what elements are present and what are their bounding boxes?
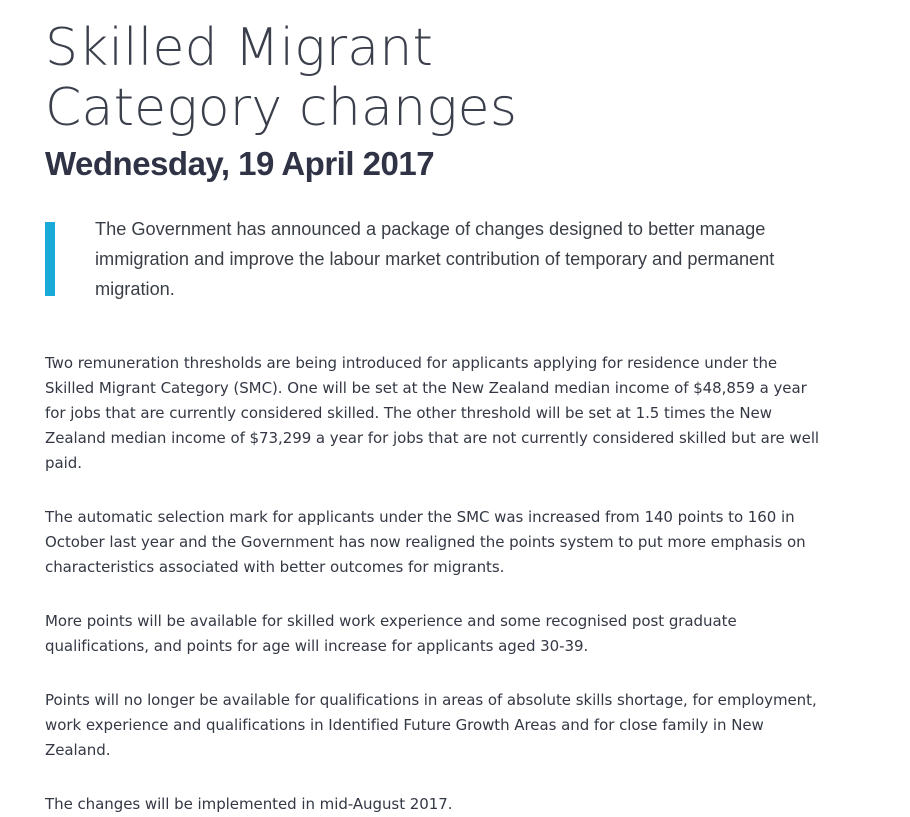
lead-text: The Government has announced a package of changes designed to better manage immigration and improve the labour market contribution of temporary and permanent migration. (95, 219, 775, 299)
body-paragraph-remuneration: Two remuneration thresholds are being introduced for applicants applying for residence under the Skilled Migrant Category (SMC). One will be set at the New Zealand median income of $48,859 a year for jobs that are currently considered skilled. The other threshold will be set at 1.5 times the New Zealand median income of $73,299 a year for jobs that are not currently considered skilled but are well paid. (45, 354, 820, 472)
article (45, 18, 825, 817)
lead-quote (45, 214, 825, 304)
publish-date: Wednesday, 19 April 2017 (45, 145, 435, 182)
body-paragraph-no-longer-available: Points will no longer be available for qualifications in areas of absolute skills shortage, for employment, work experience and qualifications in Identified Future Growth Areas and for close family in New Zealand. (45, 691, 817, 759)
page-title: Skilled Migrant Category changes (45, 18, 518, 138)
body-paragraph-more-points: More points will be available for skilled work experience and some recognised post graduate qualifications, and points for age will increase for applicants aged 30-39. (45, 612, 737, 655)
body-paragraph-selection-mark: The automatic selection mark for applicants under the SMC was increased from 140 points to 160 in October last year and the Government has now realigned the points system to put more emphasis on characteristics associated with better outcomes for migrants. (45, 508, 806, 576)
quote-accent-bar (45, 222, 55, 296)
body-paragraph-implementation: The changes will be implemented in mid-August 2017. (45, 795, 453, 813)
